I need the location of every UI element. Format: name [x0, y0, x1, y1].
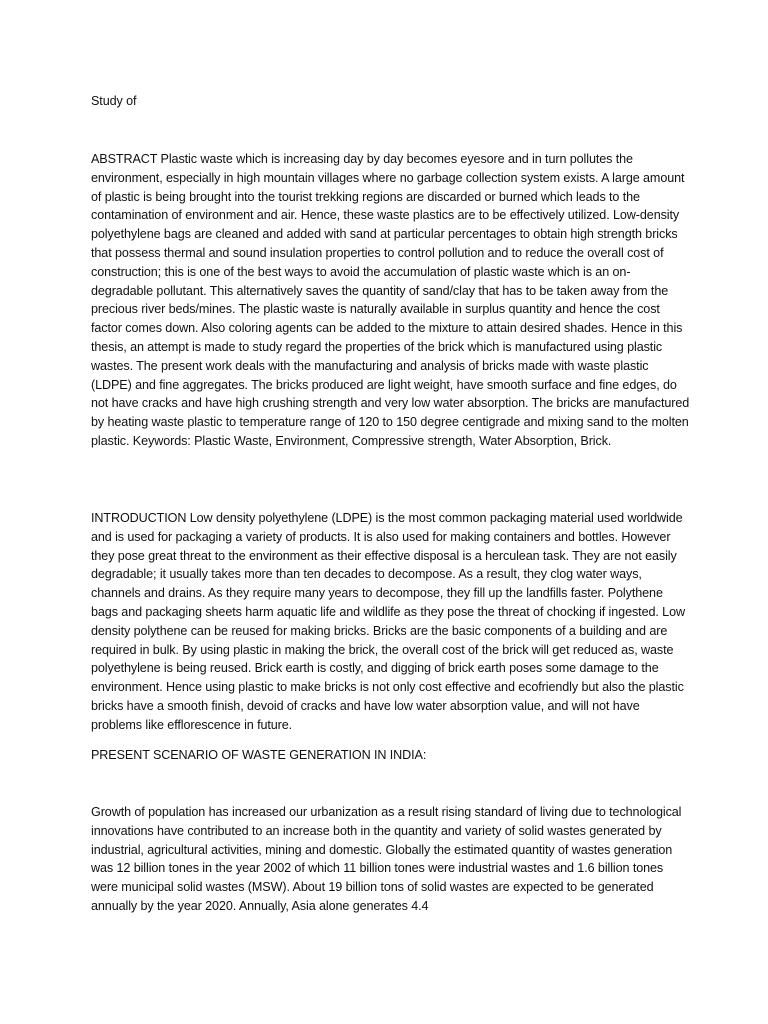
introduction-paragraph: INTRODUCTION Low density polyethylene (LDPE) is the most common packaging material used worldwide and is used for packaging a variety of products. It is also used for making containers and bottles. However they pose great threat to the environment as their effective disposal is a herculean task. They are not easily degradable; it usually takes more than ten decades to decompose. As a result, they clog water ways, channels and drains. As they require many years to decompose, they fill up the landfills faster. Polythene bags and packaging sheets harm aquatic life and wildlife as they pose the threat of chocking if ingested. Low density polythene can be reused for making bricks. Bricks are the basic components of a building and are required in bulk. By using plastic in making the brick, the overall cost of the brick will get reduced as, waste polyethylene is being reused. Brick earth is costly, and digging of brick earth poses some damage to the environment. Hence using plastic to make bricks is not only cost effective and ecofriendly but also the plastic bricks have a smooth finish, devoid of cracks and have low water absorption value, and will not have problems like efflorescence in future.: [91, 511, 685, 732]
abstract-paragraph: ABSTRACT Plastic waste which is increasing day by day becomes eyesore and in turn pollutes the environment, especially in high mountain villages where no garbage collection system exists. A large amount of plastic is being brought into the tourist trekking regions are discarded or burned which leads to the contamination of environment and air. Hence, these waste plastics are to be effectively utilized. Low-density polyethylene bags are cleaned and added with sand at particular percentages to obtain high strength bricks that possess thermal and sound insulation properties to control pollution and to reduce the overall cost of construction; this is one of the best ways to avoid the accumulation of plastic waste which is an on-degradable pollutant. This alternatively saves the quantity of sand/clay that has to be taken away from the precious river beds/mines. The plastic waste is naturally available in surplus quantity and hence the cost factor comes down. Also coloring agents can be added to the mixture to attain desired shades. Hence in this thesis, an attempt is made to study regard the properties of the brick which is manufactured using plastic wastes. The present work deals with the manufacturing and analysis of bricks made with waste plastic (LDPE) and fine aggregates. The bricks produced are light weight, have smooth surface and fine edges, do not have cracks and have high crushing strength and very low water absorption. The bricks are manufactured by heating waste plastic to temperature range of 120 to 150 degree centigrade and mixing sand to the molten plastic. Keywords: Plastic Waste, Environment, Compressive strength, Water Absorption, Brick.: [91, 152, 690, 448]
section-heading: PRESENT SCENARIO OF WASTE GENERATION IN INDIA:: [91, 748, 427, 762]
document-title: Study of: [91, 94, 137, 108]
growth-paragraph: Growth of population has increased our urbanization as a result rising standard of living due to technological innovations have contributed to an increase both in the quantity and variety of solid wastes generated by industrial, agricultural activities, mining and domestic. Globally the estimated quantity of wastes generation was 12 billion tones in the year 2002 of which 11 billion tones were industrial wastes and 1.6 billion tones were municipal solid wastes (MSW). About 19 billion tons of solid wastes are expected to be generated annually by the year 2020. Annually, Asia alone generates 4.4: [91, 805, 682, 913]
